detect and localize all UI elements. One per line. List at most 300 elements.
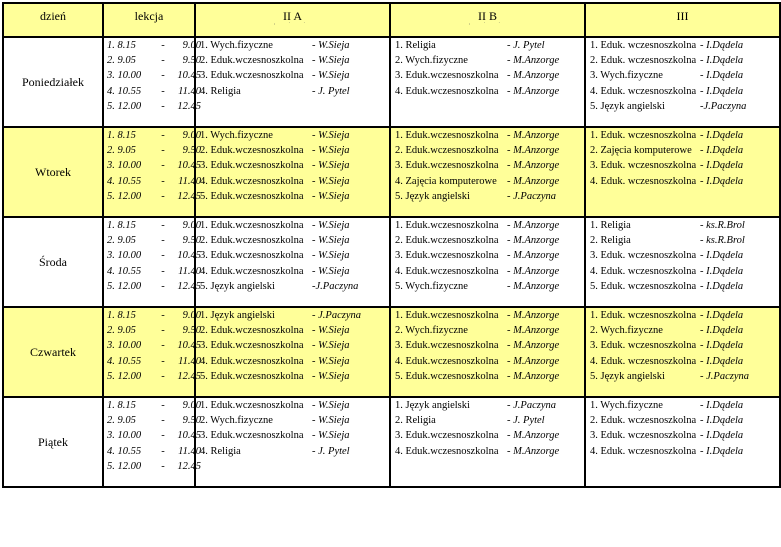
subject: 1. Eduk.wczesnoszkolna: [395, 130, 499, 141]
subject: 1. Język angielski: [200, 310, 275, 321]
header-row: [3, 3, 780, 37]
class-c-schedule: [585, 397, 780, 487]
lesson-dash: -: [161, 160, 165, 172]
lesson-end: 10.45: [177, 430, 201, 442]
lesson-dash: -: [161, 340, 165, 352]
schedule-entry: [196, 398, 389, 413]
teacher: - M.Anzorge: [507, 430, 560, 442]
lesson-dash: -: [161, 355, 165, 367]
schedule-entry: [391, 444, 584, 459]
teacher: - I.Dądela: [700, 310, 744, 321]
teacher: - W.Sieja: [312, 430, 350, 442]
teacher: - W.Sieja: [312, 55, 350, 67]
teacher: - M.Anzorge: [507, 220, 560, 231]
schedule-entry: [586, 99, 779, 114]
schedule-entry: [586, 68, 779, 83]
lesson-start: 5. 12.00: [107, 280, 142, 292]
teacher: - M.Anzorge: [507, 250, 560, 262]
lesson-hour: [104, 99, 201, 114]
lesson-start: 3. 10.00: [107, 340, 142, 352]
subject: 3. Eduk.wczesnoszkolna: [395, 160, 499, 172]
subject: 1. Eduk. wczesnoszkolna: [590, 40, 697, 51]
schedule-entry: [586, 413, 779, 428]
subject: 3. Eduk.wczesnoszkolna: [200, 250, 304, 262]
lesson-start: 3. 10.00: [107, 250, 142, 262]
lesson-dash: -: [161, 370, 165, 382]
teacher: - W.Sieja: [312, 400, 350, 411]
schedule-entry: [586, 218, 779, 233]
subject: 1. Religia: [395, 40, 436, 51]
lesson-end: 9.00: [182, 220, 201, 231]
teacher: - W.Sieja: [312, 265, 350, 277]
teacher: - M.Anzorge: [507, 325, 560, 337]
subject: 3. Eduk. wczesnoszkolna: [590, 250, 697, 262]
lesson-hours: [103, 127, 201, 217]
lesson-dash: -: [161, 70, 165, 82]
schedule-entry: [586, 84, 779, 99]
lesson-hour: [104, 233, 201, 248]
teacher: - I.Dądela: [700, 85, 744, 97]
schedule-entry: [391, 233, 584, 248]
teacher: - ks.R.Brol: [700, 220, 745, 231]
schedule-entry: [196, 308, 389, 323]
subject: 2. Religia: [395, 415, 436, 427]
teacher: - W.Sieja: [312, 325, 350, 337]
teacher: - W.Sieja: [312, 130, 350, 141]
lesson-hours: [103, 217, 201, 307]
lesson-end: 12.45: [177, 370, 201, 382]
teacher: - M.Anzorge: [507, 160, 560, 172]
lesson-end: 11.40: [178, 175, 201, 187]
lesson-dash: -: [161, 280, 165, 292]
lesson-dash: -: [161, 145, 165, 157]
lesson-hour: [104, 369, 201, 384]
lesson-hour: [104, 264, 201, 279]
schedule-entry: [586, 53, 779, 68]
teacher: - J. Pytel: [507, 415, 545, 427]
schedule-entry: [586, 279, 779, 294]
schedule-entry: [391, 218, 584, 233]
teacher: -J.Paczyna: [700, 100, 747, 112]
schedule-entry: [196, 53, 389, 68]
lesson-hour: [104, 158, 201, 173]
teacher: - W.Sieja: [312, 250, 350, 262]
schedule-entry: [391, 338, 584, 353]
schedule-entry: [196, 189, 389, 204]
lesson-end: 9.00: [182, 40, 201, 51]
lesson-start: 5. 12.00: [107, 100, 142, 112]
lesson-end: 9.50: [182, 415, 201, 427]
schedule-entry: [586, 444, 779, 459]
day-row: [3, 397, 780, 487]
lesson-start: 4. 10.55: [107, 175, 142, 187]
day-row: [3, 37, 780, 127]
lesson-hour: [104, 413, 201, 428]
teacher: - W.Sieja: [312, 145, 350, 157]
header-class-c: [585, 3, 780, 37]
teacher: - I.Dądela: [700, 325, 744, 337]
teacher: - I.Dądela: [700, 265, 744, 277]
schedule-entry: [196, 143, 389, 158]
lesson-start: 4. 10.55: [107, 355, 142, 367]
schedule-entry: [391, 128, 584, 143]
lesson-start: 2. 9.05: [107, 145, 136, 157]
lesson-start: 4. 10.55: [107, 265, 142, 277]
schedule-entry: [196, 323, 389, 338]
subject: 2. Eduk.wczesnoszkolna: [395, 235, 499, 247]
class-a-schedule: [195, 127, 390, 217]
teacher: - M.Anzorge: [507, 310, 560, 321]
lesson-dash: -: [161, 40, 165, 51]
schedule-entry: [586, 128, 779, 143]
subject: 4. Eduk.wczesnoszkolna: [200, 355, 304, 367]
subject: 2. Wych.fizyczne: [395, 325, 468, 337]
subject: 4. Eduk. wczesnoszkolna: [590, 175, 697, 187]
teacher: - M.Anzorge: [507, 235, 560, 247]
lesson-end: 12.45: [177, 190, 201, 202]
lesson-start: 3. 10.00: [107, 160, 142, 172]
teacher: - W.Sieja: [312, 355, 350, 367]
teacher: - I.Dądela: [700, 430, 744, 442]
schedule-entry: [586, 323, 779, 338]
subject: 2. Eduk.wczesnoszkolna: [395, 145, 499, 157]
schedule-entry: [391, 279, 584, 294]
teacher: - W.Sieja: [312, 235, 350, 247]
lesson-start: 5. 12.00: [107, 190, 142, 202]
schedule-entry: [391, 413, 584, 428]
subject: 3. Eduk.wczesnoszkolna: [200, 70, 304, 82]
lesson-hour: [104, 189, 201, 204]
subject: 4. Eduk.wczesnoszkolna: [395, 85, 499, 97]
lesson-start: 4. 10.55: [107, 445, 142, 457]
class-a-schedule: [195, 307, 390, 397]
subject: 3. Wych.fizyczne: [590, 70, 663, 82]
subject: 4. Religia: [200, 445, 241, 457]
lesson-dash: -: [161, 250, 165, 262]
teacher: - I.Dądela: [700, 445, 744, 457]
class-b-schedule: [390, 127, 585, 217]
lesson-hours: [103, 307, 201, 397]
class-c-schedule: [585, 217, 780, 307]
teacher: - I.Dądela: [700, 280, 744, 292]
teacher: - W.Sieja: [312, 340, 350, 352]
lesson-end: 9.00: [182, 130, 201, 141]
subject: 4. Religia: [200, 85, 241, 97]
schedule-entry: [391, 68, 584, 83]
lesson-end: 9.00: [182, 310, 201, 321]
subject: 3. Eduk.wczesnoszkolna: [395, 430, 499, 442]
teacher: - M.Anzorge: [507, 445, 560, 457]
teacher: - I.Dądela: [700, 70, 744, 82]
teacher: - W.Sieja: [312, 70, 350, 82]
header-class-a: [195, 3, 390, 37]
lesson-end: 9.50: [182, 325, 201, 337]
day-row: [3, 307, 780, 397]
lesson-hour: [104, 279, 201, 294]
schedule-entry: [586, 264, 779, 279]
schedule-entry: [391, 143, 584, 158]
teacher: - I.Dądela: [700, 175, 744, 187]
schedule-entry: [196, 413, 389, 428]
schedule-entry: [586, 338, 779, 353]
lesson-hour: [104, 143, 201, 158]
schedule-entry: [586, 143, 779, 158]
schedule-entry: [586, 248, 779, 263]
schedule-entry: [391, 398, 584, 413]
teacher: - M.Anzorge: [507, 265, 560, 277]
lesson-dash: -: [161, 190, 165, 202]
subject: 1. Eduk. wczesnoszkolna: [590, 310, 697, 321]
teacher: - I.Dądela: [700, 130, 744, 141]
schedule-entry: [391, 428, 584, 443]
teacher: - J.Paczyna: [700, 370, 749, 382]
lesson-start: 1. 8.15: [107, 130, 136, 141]
schedule-entry: [196, 84, 389, 99]
subject: 3. Eduk.wczesnoszkolna: [395, 340, 499, 352]
class-a-schedule: [195, 217, 390, 307]
teacher: - I.Dądela: [700, 415, 744, 427]
subject: 2. Wych.fizyczne: [200, 415, 273, 427]
class-b-schedule: [390, 37, 585, 127]
class-b-schedule: [390, 307, 585, 397]
subject: 5. Wych.fizyczne: [395, 280, 468, 292]
lesson-dash: -: [161, 55, 165, 67]
schedule-entry: [196, 354, 389, 369]
teacher: - M.Anzorge: [507, 70, 560, 82]
teacher: - I.Dądela: [700, 160, 744, 172]
lesson-dash: -: [161, 85, 165, 97]
schedule-entry: [196, 428, 389, 443]
schedule-entry: [196, 218, 389, 233]
header-faint-marks: , · ·: [273, 21, 312, 26]
schedule-entry: [196, 264, 389, 279]
day-row: [3, 217, 780, 307]
teacher: - W.Sieja: [312, 220, 350, 231]
subject: 2. Wych.fizyczne: [590, 325, 663, 337]
teacher: - I.Dądela: [700, 355, 744, 367]
lesson-start: 2. 9.05: [107, 415, 136, 427]
lesson-end: 12.45: [177, 100, 201, 112]
teacher: - M.Anzorge: [507, 280, 560, 292]
schedule-entry: [196, 38, 389, 53]
subject: 5. Język angielski: [395, 190, 470, 202]
subject: 2. Eduk. wczesnoszkolna: [590, 415, 697, 427]
subject: 3. Eduk.wczesnoszkolna: [200, 430, 304, 442]
subject: 4. Eduk. wczesnoszkolna: [590, 265, 697, 277]
teacher: - W.Sieja: [312, 415, 350, 427]
lesson-end: 10.45: [177, 160, 201, 172]
lesson-dash: -: [161, 415, 165, 427]
subject: 5. Język angielski: [590, 100, 665, 112]
schedule-entry: [196, 338, 389, 353]
subject: 4. Zajęcia komputerowe: [395, 175, 497, 187]
subject: 3. Eduk.wczesnoszkolna: [395, 70, 499, 82]
lesson-start: 2. 9.05: [107, 325, 136, 337]
schedule-entry: [391, 158, 584, 173]
teacher: - ks.R.Brol: [700, 235, 745, 247]
lesson-hours: [103, 37, 201, 127]
teacher: - M.Anzorge: [507, 130, 560, 141]
schedule-entry: [196, 68, 389, 83]
subject: 1. Wych.fizyczne: [200, 130, 273, 141]
teacher: - J. Pytel: [312, 85, 350, 97]
schedule-entry: [586, 428, 779, 443]
teacher: - J. Pytel: [312, 445, 350, 457]
teacher: - W.Sieja: [312, 160, 350, 172]
header-class-c-label: III: [676, 9, 689, 23]
lesson-start: 2. 9.05: [107, 55, 136, 67]
subject: 5. Język angielski: [200, 280, 275, 292]
lesson-end: 12.45: [177, 280, 201, 292]
subject: 4. Eduk.wczesnoszkolna: [395, 355, 499, 367]
lesson-dash: -: [161, 100, 165, 112]
teacher: - I.Dądela: [700, 250, 744, 262]
day-name: Czwartek: [3, 307, 103, 397]
lesson-dash: -: [161, 265, 165, 277]
teacher: - I.Dądela: [700, 55, 744, 67]
schedule-entry: [391, 248, 584, 263]
lesson-end: 9.00: [182, 400, 201, 411]
teacher: - W.Sieja: [312, 190, 350, 202]
lesson-dash: -: [161, 175, 165, 187]
subject: 2. Eduk.wczesnoszkolna: [200, 325, 304, 337]
schedule-entry: [196, 174, 389, 189]
schedule-entry: [586, 354, 779, 369]
subject: 4. Eduk. wczesnoszkolna: [590, 445, 697, 457]
subject: 4. Eduk. wczesnoszkolna: [590, 85, 697, 97]
subject: 3. Eduk. wczesnoszkolna: [590, 160, 697, 172]
teacher: - J.Paczyna: [507, 190, 556, 202]
teacher: - M.Anzorge: [507, 175, 560, 187]
lesson-end: 10.45: [177, 70, 201, 82]
teacher: - J. Pytel: [507, 40, 545, 51]
subject: 1. Eduk.wczesnoszkolna: [395, 220, 499, 231]
schedule-entry: [391, 174, 584, 189]
subject: 4. Eduk.wczesnoszkolna: [200, 265, 304, 277]
teacher: - W.Sieja: [312, 40, 350, 51]
lesson-end: 11.40: [178, 265, 201, 277]
lesson-hour: [104, 38, 201, 53]
header-class-a-label: II A: [283, 9, 302, 23]
subject: 5. Eduk.wczesnoszkolna: [395, 370, 499, 382]
timetable: [2, 2, 781, 488]
teacher: - M.Anzorge: [507, 85, 560, 97]
teacher: - I.Dądela: [700, 145, 744, 157]
lesson-hour: [104, 308, 201, 323]
teacher: - M.Anzorge: [507, 55, 560, 67]
teacher: - I.Dądela: [700, 400, 744, 411]
header-lesson: lekcja: [103, 3, 195, 37]
subject: 3. Eduk.wczesnoszkolna: [200, 160, 304, 172]
lesson-dash: -: [161, 310, 165, 321]
lesson-hour: [104, 68, 201, 83]
day-name: Poniedziałek: [3, 37, 103, 127]
subject: 5. Eduk. wczesnoszkolna: [590, 280, 697, 292]
schedule-entry: [391, 53, 584, 68]
schedule-entry: [391, 354, 584, 369]
schedule-entry: [391, 84, 584, 99]
teacher: - I.Dądela: [700, 340, 744, 352]
lesson-start: 3. 10.00: [107, 70, 142, 82]
lesson-dash: -: [161, 445, 165, 457]
day-name: Wtorek: [3, 127, 103, 217]
lesson-hour: [104, 174, 201, 189]
subject: 4. Eduk. wczesnoszkolna: [590, 355, 697, 367]
subject: 1. Eduk.wczesnoszkolna: [200, 400, 304, 411]
teacher: - I.Dądela: [700, 40, 744, 51]
lesson-hour: [104, 218, 201, 233]
schedule-entry: [196, 248, 389, 263]
class-c-schedule: [585, 127, 780, 217]
lesson-hour: [104, 354, 201, 369]
lesson-end: 10.45: [177, 250, 201, 262]
lesson-end: 12.45: [177, 460, 201, 472]
lesson-dash: -: [161, 220, 165, 231]
schedule-entry: [196, 158, 389, 173]
lesson-hour: [104, 53, 201, 68]
subject: 1. Eduk.wczesnoszkolna: [200, 220, 304, 231]
lesson-hours: [103, 397, 201, 487]
class-c-schedule: [585, 37, 780, 127]
schedule-entry: [391, 189, 584, 204]
subject: 5. Eduk.wczesnoszkolna: [200, 190, 304, 202]
timetable-body: [3, 37, 780, 487]
schedule-entry: [196, 369, 389, 384]
subject: 1. Wych.fizyczne: [200, 40, 273, 51]
subject: 3. Eduk. wczesnoszkolna: [590, 340, 697, 352]
class-c-schedule: [585, 307, 780, 397]
subject: 5. Eduk.wczesnoszkolna: [200, 370, 304, 382]
schedule-entry: [391, 369, 584, 384]
lesson-end: 9.50: [182, 55, 201, 67]
subject: 1. Eduk. wczesnoszkolna: [590, 130, 697, 141]
schedule-entry: [586, 308, 779, 323]
lesson-start: 5. 12.00: [107, 370, 142, 382]
subject: 2. Eduk.wczesnoszkolna: [200, 145, 304, 157]
lesson-hour: [104, 248, 201, 263]
lesson-start: 3. 10.00: [107, 430, 142, 442]
lesson-hour: [104, 459, 201, 474]
schedule-entry: [196, 444, 389, 459]
lesson-start: 5. 12.00: [107, 460, 142, 472]
lesson-hour: [104, 398, 201, 413]
subject: 3. Eduk. wczesnoszkolna: [590, 430, 697, 442]
lesson-hour: [104, 323, 201, 338]
subject: 2. Eduk. wczesnoszkolna: [590, 55, 697, 67]
class-b-schedule: [390, 217, 585, 307]
lesson-start: 1. 8.15: [107, 400, 136, 411]
lesson-dash: -: [161, 460, 165, 472]
lesson-end: 9.50: [182, 235, 201, 247]
schedule-entry: [586, 369, 779, 384]
schedule-entry: [586, 174, 779, 189]
schedule-entry: [391, 38, 584, 53]
teacher: - J.Paczyna: [507, 400, 556, 411]
lesson-start: 4. 10.55: [107, 85, 142, 97]
class-a-schedule: [195, 37, 390, 127]
schedule-entry: [586, 233, 779, 248]
teacher: - J.Paczyna: [312, 310, 361, 321]
teacher: -J.Paczyna: [312, 280, 359, 292]
lesson-hour: [104, 444, 201, 459]
schedule-entry: [196, 279, 389, 294]
lesson-end: 11.40: [178, 85, 201, 97]
subject: 4. Eduk.wczesnoszkolna: [395, 265, 499, 277]
lesson-end: 10.45: [177, 340, 201, 352]
teacher: - M.Anzorge: [507, 355, 560, 367]
lesson-dash: -: [161, 130, 165, 141]
schedule-entry: [196, 128, 389, 143]
